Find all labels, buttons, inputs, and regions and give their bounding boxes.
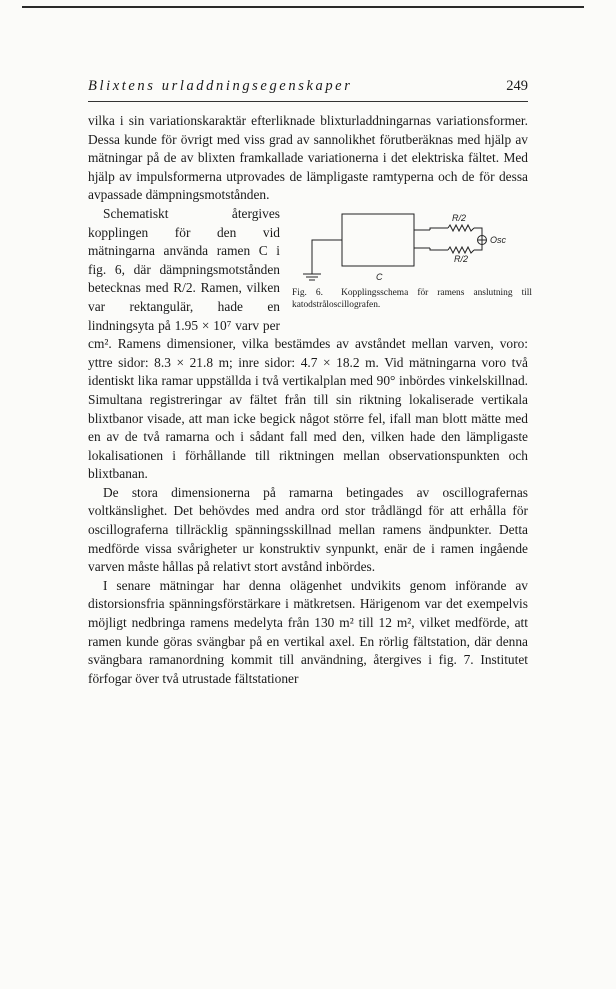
- figure-caption: [292, 287, 532, 311]
- running-header: [88, 78, 528, 98]
- label-top-resistor: R/2: [452, 212, 467, 223]
- paragraph-2: Schematiskt återgives kopplingen för den vid mätningarna använda ramen C i fig. 6, där dämpningsmotstånden betecknas med R/2. Ramen, vilken var rektangulär, hade en lindningsyta på 1.95 × 10⁷ varv per cm². Ramens dimensioner, vilka bestämdes av avståndet mellan varven, voro: yttre sidor: 8.3 × 21.8 m; inre sidor: 4.7 × 18.2 m. Vid mätningarna voro två identiskt lika ramar uppställda i två vertikalplan med 90° inbördes vinkelskillnad. Simultana registreringar av fältet från till sin riktning lokaliserade vertikala blixtbanor visade, att man icke begick något större fel, ifall man blott mätte med en av de två ramarna och i sådant fall med den, vilken hade den lämpligaste lokalisationen i förhållande till riktningen mellan observationspunkten och blixtbanan.: [88, 205, 528, 482]
- label-bottom-resistor: R/2: [454, 253, 469, 264]
- paragraph-1: vilka i sin variationskaraktär efterliknade blixturladdningarnas variationsformer. Dessa kunde för övrigt med viss grad av sannolikhet förutberäknas med hjälp av mätningar på de av blixten framkallade variationerna i det elektriska fältet. Med hjälp av impulsformerna utprovades de lämpligaste ramtyperna och de för dessa avpassade dämpningsmotstånden.: [88, 113, 528, 203]
- bottom-resistor-zigzag: [448, 247, 474, 253]
- figure-6: [292, 208, 530, 320]
- paragraph-4: I senare mätningar har denna olägenhet undvikits genom införande av distorsionsfria spänningsförstärkare i mätkretsen. Härigenom var det exempelvis möjligt nedbringa ramens medelyta från 130 m² till 12 m², vilket medförde, att ramen kunde göras svängbar på en vertikal axel. En rörlig fältstation, där denna svängbara ramanordning kommit till användning, återgives i fig. 7. Institutet förfogar över två utrustade fältstationer: [88, 577, 528, 686]
- caption-label: Fig. 6.: [292, 287, 323, 298]
- label-frame: C: [376, 271, 383, 282]
- paragraph-3: De stora dimensionerna på ramarna betingades av oscillografernas voltkänslighet. Det behövdes med andra ord stor trådlängd för att erhålla för oscillograferna tillräcklig spänningsskillnad mellan ramens ändpunkter. Detta medförde vissa svårigheter ur konstruktiv synpunkt, enär de i ramen ingående varven måste hållas på relativt stort avstånd inbördes.: [88, 484, 528, 575]
- top-resistor-zigzag: [448, 225, 474, 231]
- page-number: 249: [506, 78, 528, 94]
- circuit-diagram: [292, 208, 530, 288]
- frame-c-rectangle: [342, 214, 414, 266]
- label-oscillograph: Osc: [490, 234, 507, 245]
- body-text: [88, 112, 532, 688]
- running-title: Blixtens urladdningsegenskaper: [88, 78, 353, 94]
- ground-lead: [312, 240, 342, 274]
- caption-text: Kopplingsschema för ramens anslutning till katodstråloscillografen.: [292, 287, 532, 310]
- top-border-line: [22, 6, 584, 8]
- header-rule: [88, 101, 528, 102]
